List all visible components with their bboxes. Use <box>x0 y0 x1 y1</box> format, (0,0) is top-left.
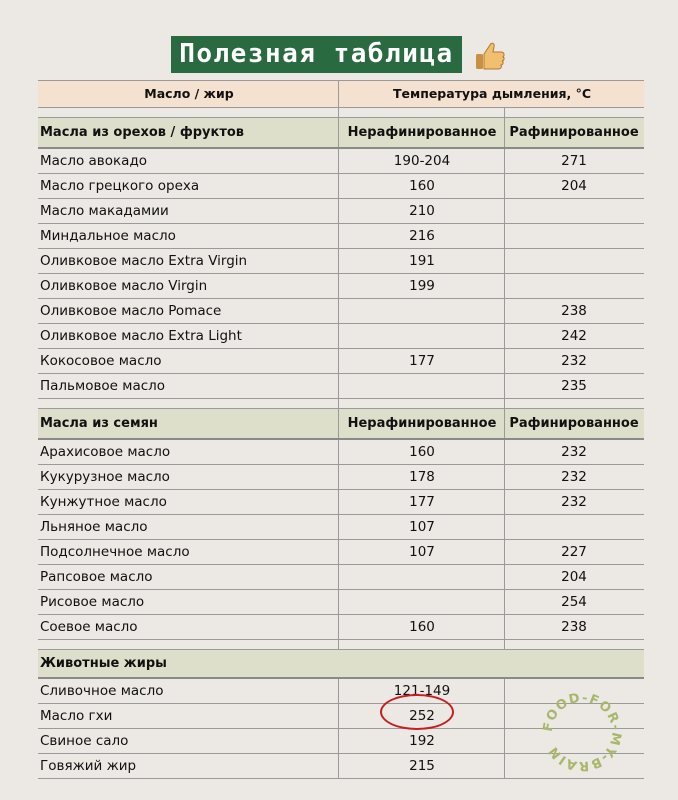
row-gap <box>38 399 644 409</box>
row-gap <box>38 108 644 118</box>
oil-name: Оливковое масло Extra Light <box>40 328 242 344</box>
refined-value: 232 <box>561 494 587 510</box>
row-gap <box>38 640 644 650</box>
section-header <box>38 118 644 149</box>
oil-name: Соевое масло <box>40 619 138 635</box>
oil-name: Масло макадамии <box>40 203 169 219</box>
watermark-stamp <box>536 686 628 782</box>
refined-value: 232 <box>561 469 587 485</box>
table-row <box>38 149 644 174</box>
unrefined-value: 215 <box>409 758 435 774</box>
unrefined-value: 210 <box>409 203 435 219</box>
table-row <box>38 349 644 374</box>
refined-value: 227 <box>561 544 587 560</box>
unrefined-value: 199 <box>409 278 435 294</box>
oil-name: Миндальное масло <box>40 228 176 244</box>
column-refined-label: Рафинированное <box>509 125 639 140</box>
table-row <box>38 515 644 540</box>
table-row <box>38 174 644 199</box>
oil-name: Рисовое масло <box>40 594 145 610</box>
section-title: Масла из семян <box>40 416 158 431</box>
oil-name: Подсолнечное масло <box>40 544 190 560</box>
oil-name: Оливковое масло Pomace <box>40 303 222 319</box>
refined-value: 204 <box>561 178 587 194</box>
table-row <box>38 199 644 224</box>
oil-name: Кокосовое масло <box>40 353 162 369</box>
oil-name: Масло гхи <box>40 708 113 724</box>
section-title: Масла из орехов / фруктов <box>40 125 245 140</box>
oil-name: Кунжутное масло <box>40 494 167 510</box>
refined-value: 232 <box>561 444 587 460</box>
oil-name: Оливковое масло Virgin <box>40 278 208 294</box>
title-bar <box>0 36 678 77</box>
header-smoke-temp: Температура дымления, °С <box>392 86 592 101</box>
unrefined-value: 160 <box>409 178 435 194</box>
refined-value: 204 <box>561 569 587 585</box>
table-row <box>38 374 644 399</box>
highlight-circle <box>380 694 454 730</box>
oil-name: Масло грецкого ореха <box>40 178 200 194</box>
refined-value: 254 <box>561 594 587 610</box>
table-row <box>38 490 644 515</box>
unrefined-value: 160 <box>409 444 435 460</box>
table-row <box>38 540 644 565</box>
table-header <box>38 80 644 108</box>
unrefined-value: 191 <box>409 253 435 269</box>
unrefined-value: 160 <box>409 619 435 635</box>
oil-name: Оливковое масло Extra Virgin <box>40 253 248 269</box>
table-row <box>38 615 644 640</box>
unrefined-value: 177 <box>409 353 435 369</box>
page-title: Полезная таблица <box>171 36 461 73</box>
unrefined-value: 121-149 <box>393 683 451 699</box>
oil-name: Сливочное масло <box>40 683 164 699</box>
thumbs-up-icon <box>473 39 507 77</box>
table-row <box>38 249 644 274</box>
oil-name: Рапсовое масло <box>40 569 153 585</box>
refined-value: 271 <box>561 153 587 169</box>
unrefined-value: 192 <box>409 733 435 749</box>
oil-name: Пальмовое масло <box>40 378 166 394</box>
table-row <box>38 440 644 465</box>
refined-value: 238 <box>561 303 587 319</box>
unrefined-value: 107 <box>409 544 435 560</box>
oil-name: Арахисовое масло <box>40 444 171 460</box>
column-refined-label: Рафинированное <box>509 416 639 431</box>
oil-name: Льняное масло <box>40 519 148 535</box>
table-row <box>38 590 644 615</box>
oil-name: Кукурузное масло <box>40 469 170 485</box>
section-header <box>38 409 644 440</box>
unrefined-value: 178 <box>409 469 435 485</box>
smoke-point-table <box>38 80 644 779</box>
header-oil-fat: Масло / жир <box>144 86 234 101</box>
unrefined-value: 177 <box>409 494 435 510</box>
section-title: Животные жиры <box>40 656 167 671</box>
table-row <box>38 299 644 324</box>
unrefined-value: 252 <box>409 708 435 724</box>
table-row <box>38 274 644 299</box>
refined-value: 238 <box>561 619 587 635</box>
oil-name: Масло авокадо <box>40 153 148 169</box>
table-row <box>38 224 644 249</box>
unrefined-value: 216 <box>409 228 435 244</box>
oil-name: Говяжий жир <box>40 758 137 774</box>
column-unrefined-label: Нерафинированное <box>347 416 497 431</box>
table-row <box>38 324 644 349</box>
column-unrefined-label: Нерафинированное <box>347 125 497 140</box>
oil-name: Свиное сало <box>40 733 129 749</box>
refined-value: 242 <box>561 328 587 344</box>
unrefined-value: 107 <box>409 519 435 535</box>
table-row <box>38 565 644 590</box>
refined-value: 235 <box>561 378 587 394</box>
svg-text:FOOD-FOR-MY-BRAIN: FOOD-FOR-MY-BRAIN <box>540 690 624 774</box>
refined-value: 232 <box>561 353 587 369</box>
unrefined-value: 190-204 <box>393 153 451 169</box>
table-row <box>38 465 644 490</box>
section-header <box>38 650 644 679</box>
